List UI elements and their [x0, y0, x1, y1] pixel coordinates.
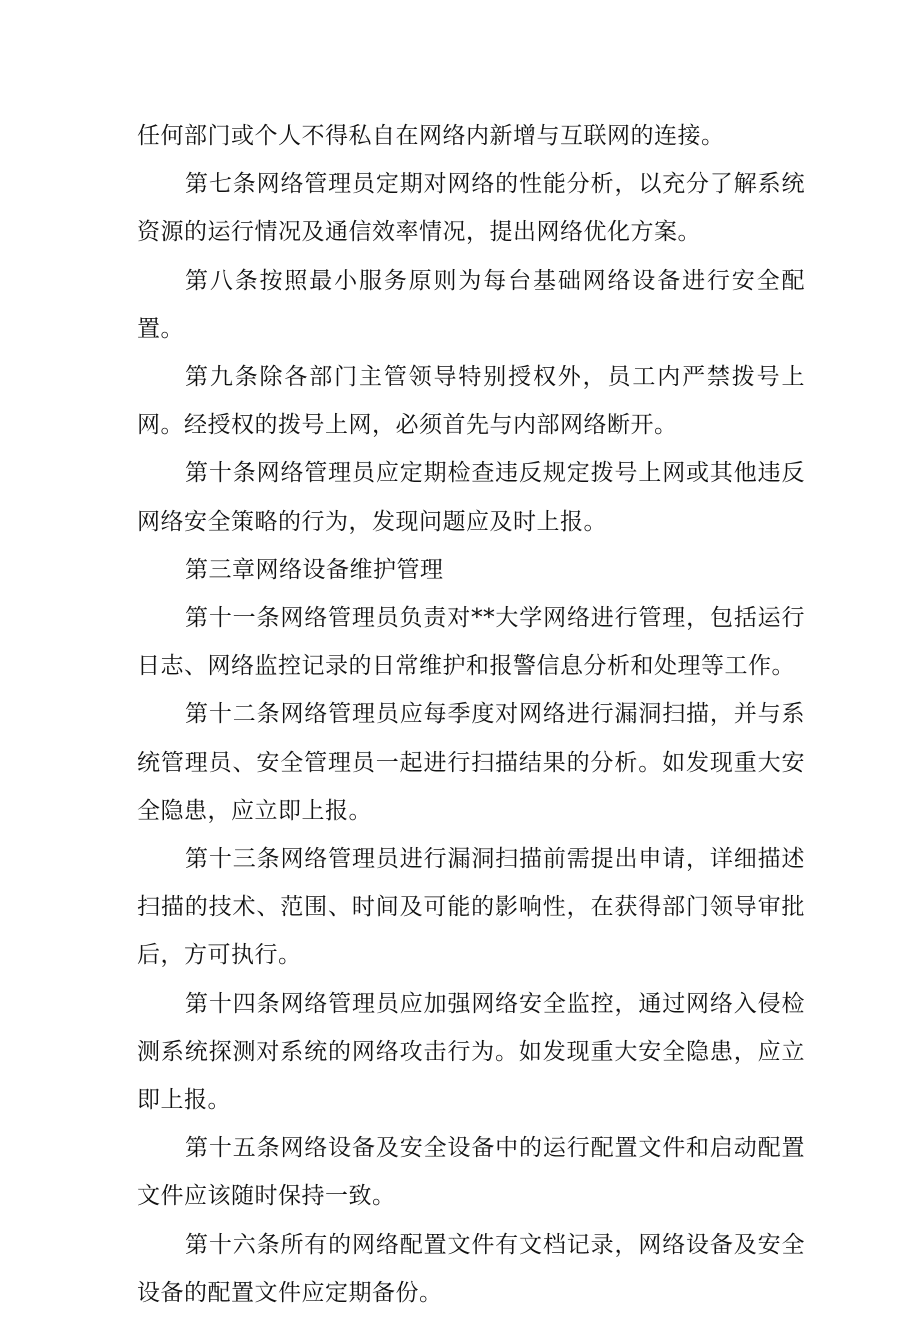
- article-10-paragraph: 第十条网络管理员应定期检查违反规定拨号上网或其他违反网络安全策略的行为，发现问题应及时上报。: [137, 460, 805, 535]
- chapter-3-heading: 第三章网络设备维护管理: [185, 556, 444, 583]
- article-7-paragraph: 第七条网络管理员定期对网络的性能分析，以充分了解系统资源的运行情况及通信效率情况，提出网络优化方案。: [137, 171, 805, 246]
- article-8-paragraph: 第八条按照最小服务原则为每台基础网络设备进行安全配置。: [137, 267, 805, 342]
- paragraph-continuation: 任何部门或个人不得私自在网络内新增与互联网的连接。: [137, 123, 725, 149]
- article-12-paragraph: 第十二条网络管理员应每季度对网络进行漏洞扫描，并与系统管理员、安全管理员一起进行扫描结果的分析。如发现重大安全隐患，应立即上报。: [137, 701, 805, 824]
- document-body: [137, 112, 805, 1317]
- article-9-paragraph: 第九条除各部门主管领导特别授权外，员工内严禁拨号上网。经授权的拨号上网，必须首先与内部网络断开。: [137, 364, 805, 439]
- article-16-paragraph: 第十六条所有的网络配置文件有文档记录，网络设备及安全设备的配置文件应定期备份。: [137, 1231, 805, 1306]
- article-11-paragraph: 第十一条网络管理员负责对**大学网络进行管理，包括运行日志、网络监控记录的日常维护和报警信息分析和处理等工作。: [137, 605, 805, 680]
- article-13-paragraph: 第十三条网络管理员进行漏洞扫描前需提出申请，详细描述扫描的技术、范围、时间及可能的影响性，在获得部门领导审批后，方可执行。: [137, 846, 805, 969]
- article-14-paragraph: 第十四条网络管理员应加强网络安全监控，通过网络入侵检测系统探测对系统的网络攻击行为。如发现重大安全隐患，应立即上报。: [137, 990, 805, 1114]
- article-15-paragraph: 第十五条网络设备及安全设备中的运行配置文件和启动配置文件应该随时保持一致。: [137, 1135, 805, 1210]
